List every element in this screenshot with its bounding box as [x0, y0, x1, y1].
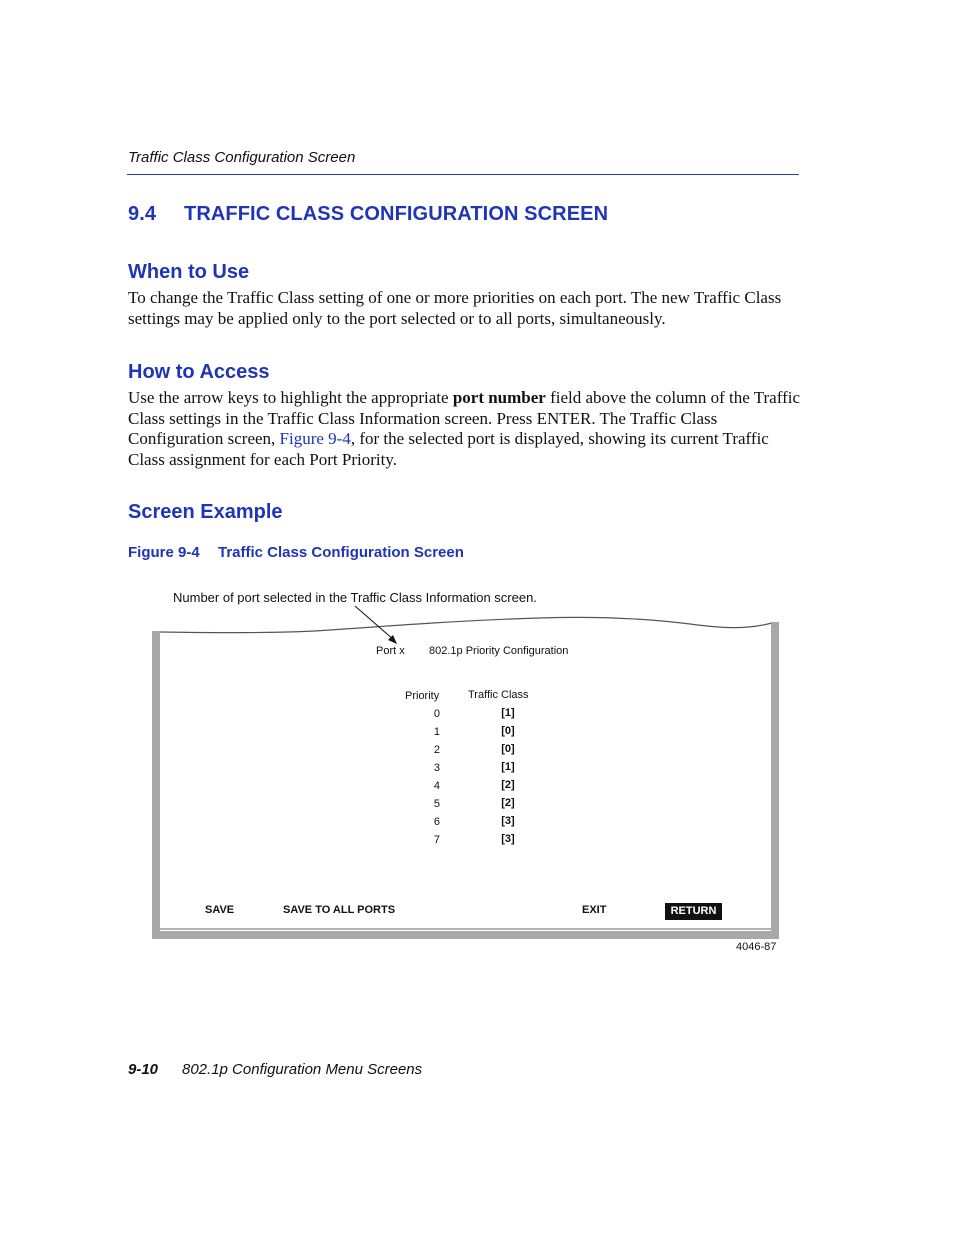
save-to-all-ports-button[interactable]: SAVE TO ALL PORTS	[283, 904, 396, 916]
traffic-class-field[interactable]: [3]	[501, 815, 515, 827]
section-title-text: TRAFFIC CLASS CONFIGURATION SCREEN	[184, 203, 609, 225]
port-number-term: port number	[452, 388, 546, 407]
priority-header: Priority	[405, 690, 440, 702]
how-to-access-text-1: Use the arrow keys to highlight the appropriate	[128, 388, 453, 407]
traffic-class-field[interactable]: [0]	[501, 743, 515, 755]
port-label: Port x	[376, 645, 405, 657]
figure-label: Figure 9-4	[128, 544, 200, 561]
priority-value: 6	[433, 816, 440, 828]
screen-example-heading: Screen Example	[128, 501, 283, 523]
priority-value: 1	[433, 726, 440, 738]
figure-id: 4046-87	[736, 941, 777, 953]
priority-value: 2	[433, 744, 440, 756]
exit-button[interactable]: EXIT	[582, 904, 607, 916]
frame-bottom-border	[152, 931, 779, 939]
traffic-class-field[interactable]: [0]	[501, 725, 515, 737]
traffic-class-field[interactable]: [1]	[501, 707, 515, 719]
callout-arrow-line	[355, 606, 394, 640]
how-to-access-text-3: , for the selected port is displayed, showing its current Traffic Class assignment for each Port Priority.	[128, 429, 769, 469]
traffic-class-field[interactable]: [1]	[501, 761, 515, 773]
return-button[interactable]: RETURN	[665, 903, 722, 920]
traffic-class-header: Traffic Class	[468, 689, 529, 701]
figure-title: Traffic Class Configuration Screen	[218, 544, 464, 561]
traffic-class-field[interactable]: [2]	[501, 779, 515, 791]
when-to-use-text: To change the Traffic Class setting of one or more priorities on each port. The new Traffic Class settings may be applied only to the port selected or to all ports, simultaneously.	[128, 288, 782, 328]
torn-edge-line	[160, 617, 772, 632]
how-to-access-text-2: field above the column of the Traffic Class settings in the Traffic Class Information screen. Press ENTER. The Traffic Class Configuration screen,	[128, 388, 800, 448]
priority-value: 0	[433, 708, 440, 720]
screen-title	[376, 645, 568, 657]
traffic-class-field[interactable]: [3]	[501, 833, 515, 845]
how-to-access-heading: How to Access	[128, 361, 270, 383]
page-number: 9-10	[128, 1061, 159, 1078]
save-button[interactable]: SAVE	[205, 904, 235, 916]
traffic-class-field[interactable]: [2]	[501, 797, 515, 809]
callout-text: Number of port selected in the Traffic Class Information screen.	[173, 590, 537, 605]
section-number: 9.4	[128, 203, 157, 225]
priority-value: 4	[433, 780, 440, 792]
when-to-use-heading: When to Use	[128, 261, 250, 283]
frame-left-border	[152, 631, 160, 939]
running-header: Traffic Class Configuration Screen	[128, 149, 356, 166]
footer-title: 802.1p Configuration Menu Screens	[182, 1061, 423, 1078]
priority-value: 7	[433, 834, 440, 846]
priority-value: 3	[433, 762, 440, 774]
priority-value: 5	[433, 798, 440, 810]
figure-link[interactable]: Figure 9-4	[279, 429, 351, 448]
screen-title-text: 802.1p Priority Configuration	[429, 645, 569, 657]
frame-right-border	[771, 622, 779, 939]
page-footer	[128, 1061, 422, 1078]
